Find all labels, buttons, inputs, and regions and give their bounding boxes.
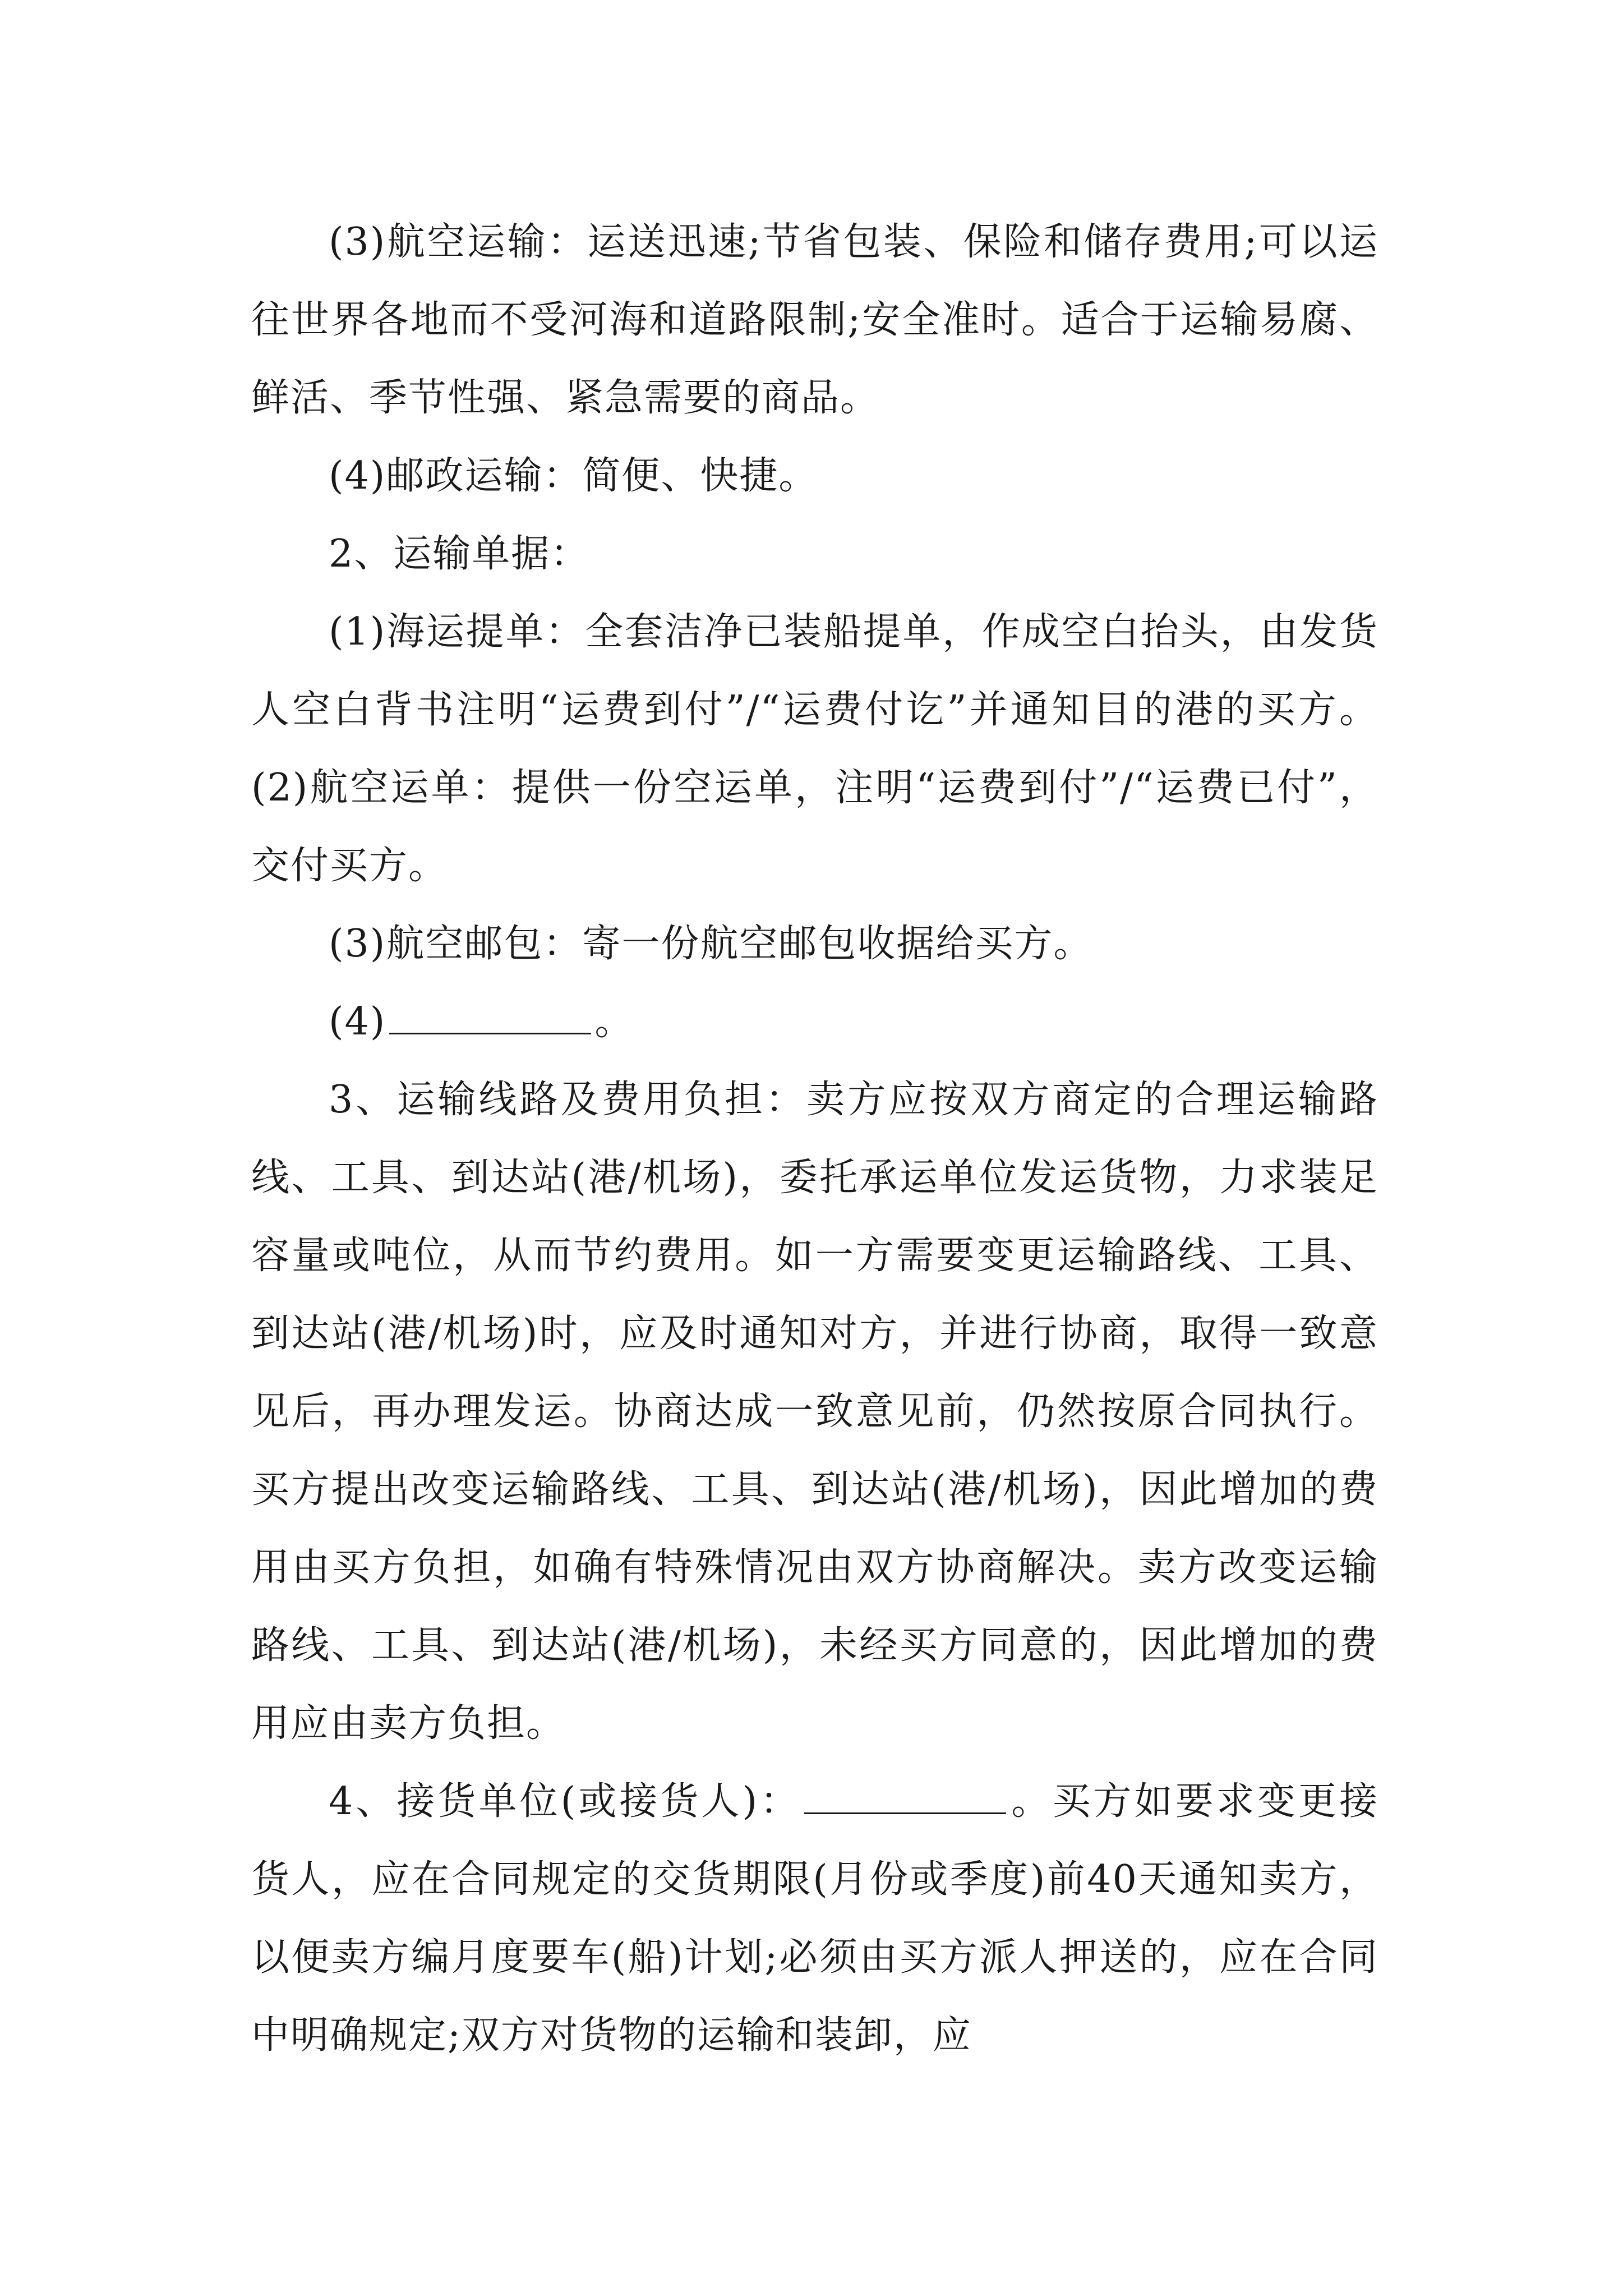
document-body: [251, 203, 1378, 2074]
paragraph-consignee: [251, 1763, 1378, 2074]
item-4-suffix: 。: [594, 1000, 634, 1044]
paragraph-air-transport: (3)航空运输：运送迅速;节省包装、保险和储存费用;可以运往世界各地而不受河海和道路限制;安全准时。适合于运输易腐、鲜活、季节性强、紧急需要的商品。: [251, 220, 1378, 420]
paragraph-air-parcel: (3)航空邮包：寄一份航空邮包收据给买方。: [329, 922, 1093, 966]
paragraph-postal-transport: (4)邮政运输：简便、快捷。: [329, 454, 818, 498]
item-4-prefix: (4): [329, 1000, 386, 1044]
consignee-prefix: 4、接货单位(或接货人)：: [329, 1779, 801, 1824]
paragraph-bill-of-lading: (1)海运提单：全套洁净已装船提单，作成空白抬头，由发货人空白背书注明“运费到付”/“运费付讫”并通知目的港的买方。(2)航空运单：提供一份空运单，注明“运费到付”/“运费已付”，交付买方。: [251, 610, 1378, 888]
paragraph-transport-documents-heading: 2、运输单据：: [329, 532, 590, 576]
fill-in-blank: [389, 998, 591, 1034]
paragraph-route-and-cost: 3、运输线路及费用负担：卖方应按双方商定的合理运输路线、工具、到达站(港/机场)，委托承运单位发运货物，力求装足容量或吨位，从而节约费用。如一方需要变更运输路线、工具、到达站(港/机场)时，应及时通知对方，并进行协商，取得一致意见后，再办理发运。协商达成一致意见前，仍然按原合同执行。买方提出改变运输路线、工具、到达站(港/机场)，因此增加的费用由买方负担，如确有特殊情况由双方协商解决。卖方改变运输路线、工具、到达站(港/机场)，未经买方同意的，因此增加的费用应由卖方负担。: [251, 1078, 1378, 1746]
consignee-blank: [804, 1778, 1006, 1814]
consignee-suffix: 。买方如要求变更接货人，应在合同规定的交货期限(月份或季度)前40天通知卖方，以便卖方编月度要车(船)计划;必须由买方派人押送的，应在合同中明确规定;双方对货物的运输和装卸，应: [251, 1779, 1378, 2058]
paragraph-item-4-blank: [251, 983, 1378, 1061]
